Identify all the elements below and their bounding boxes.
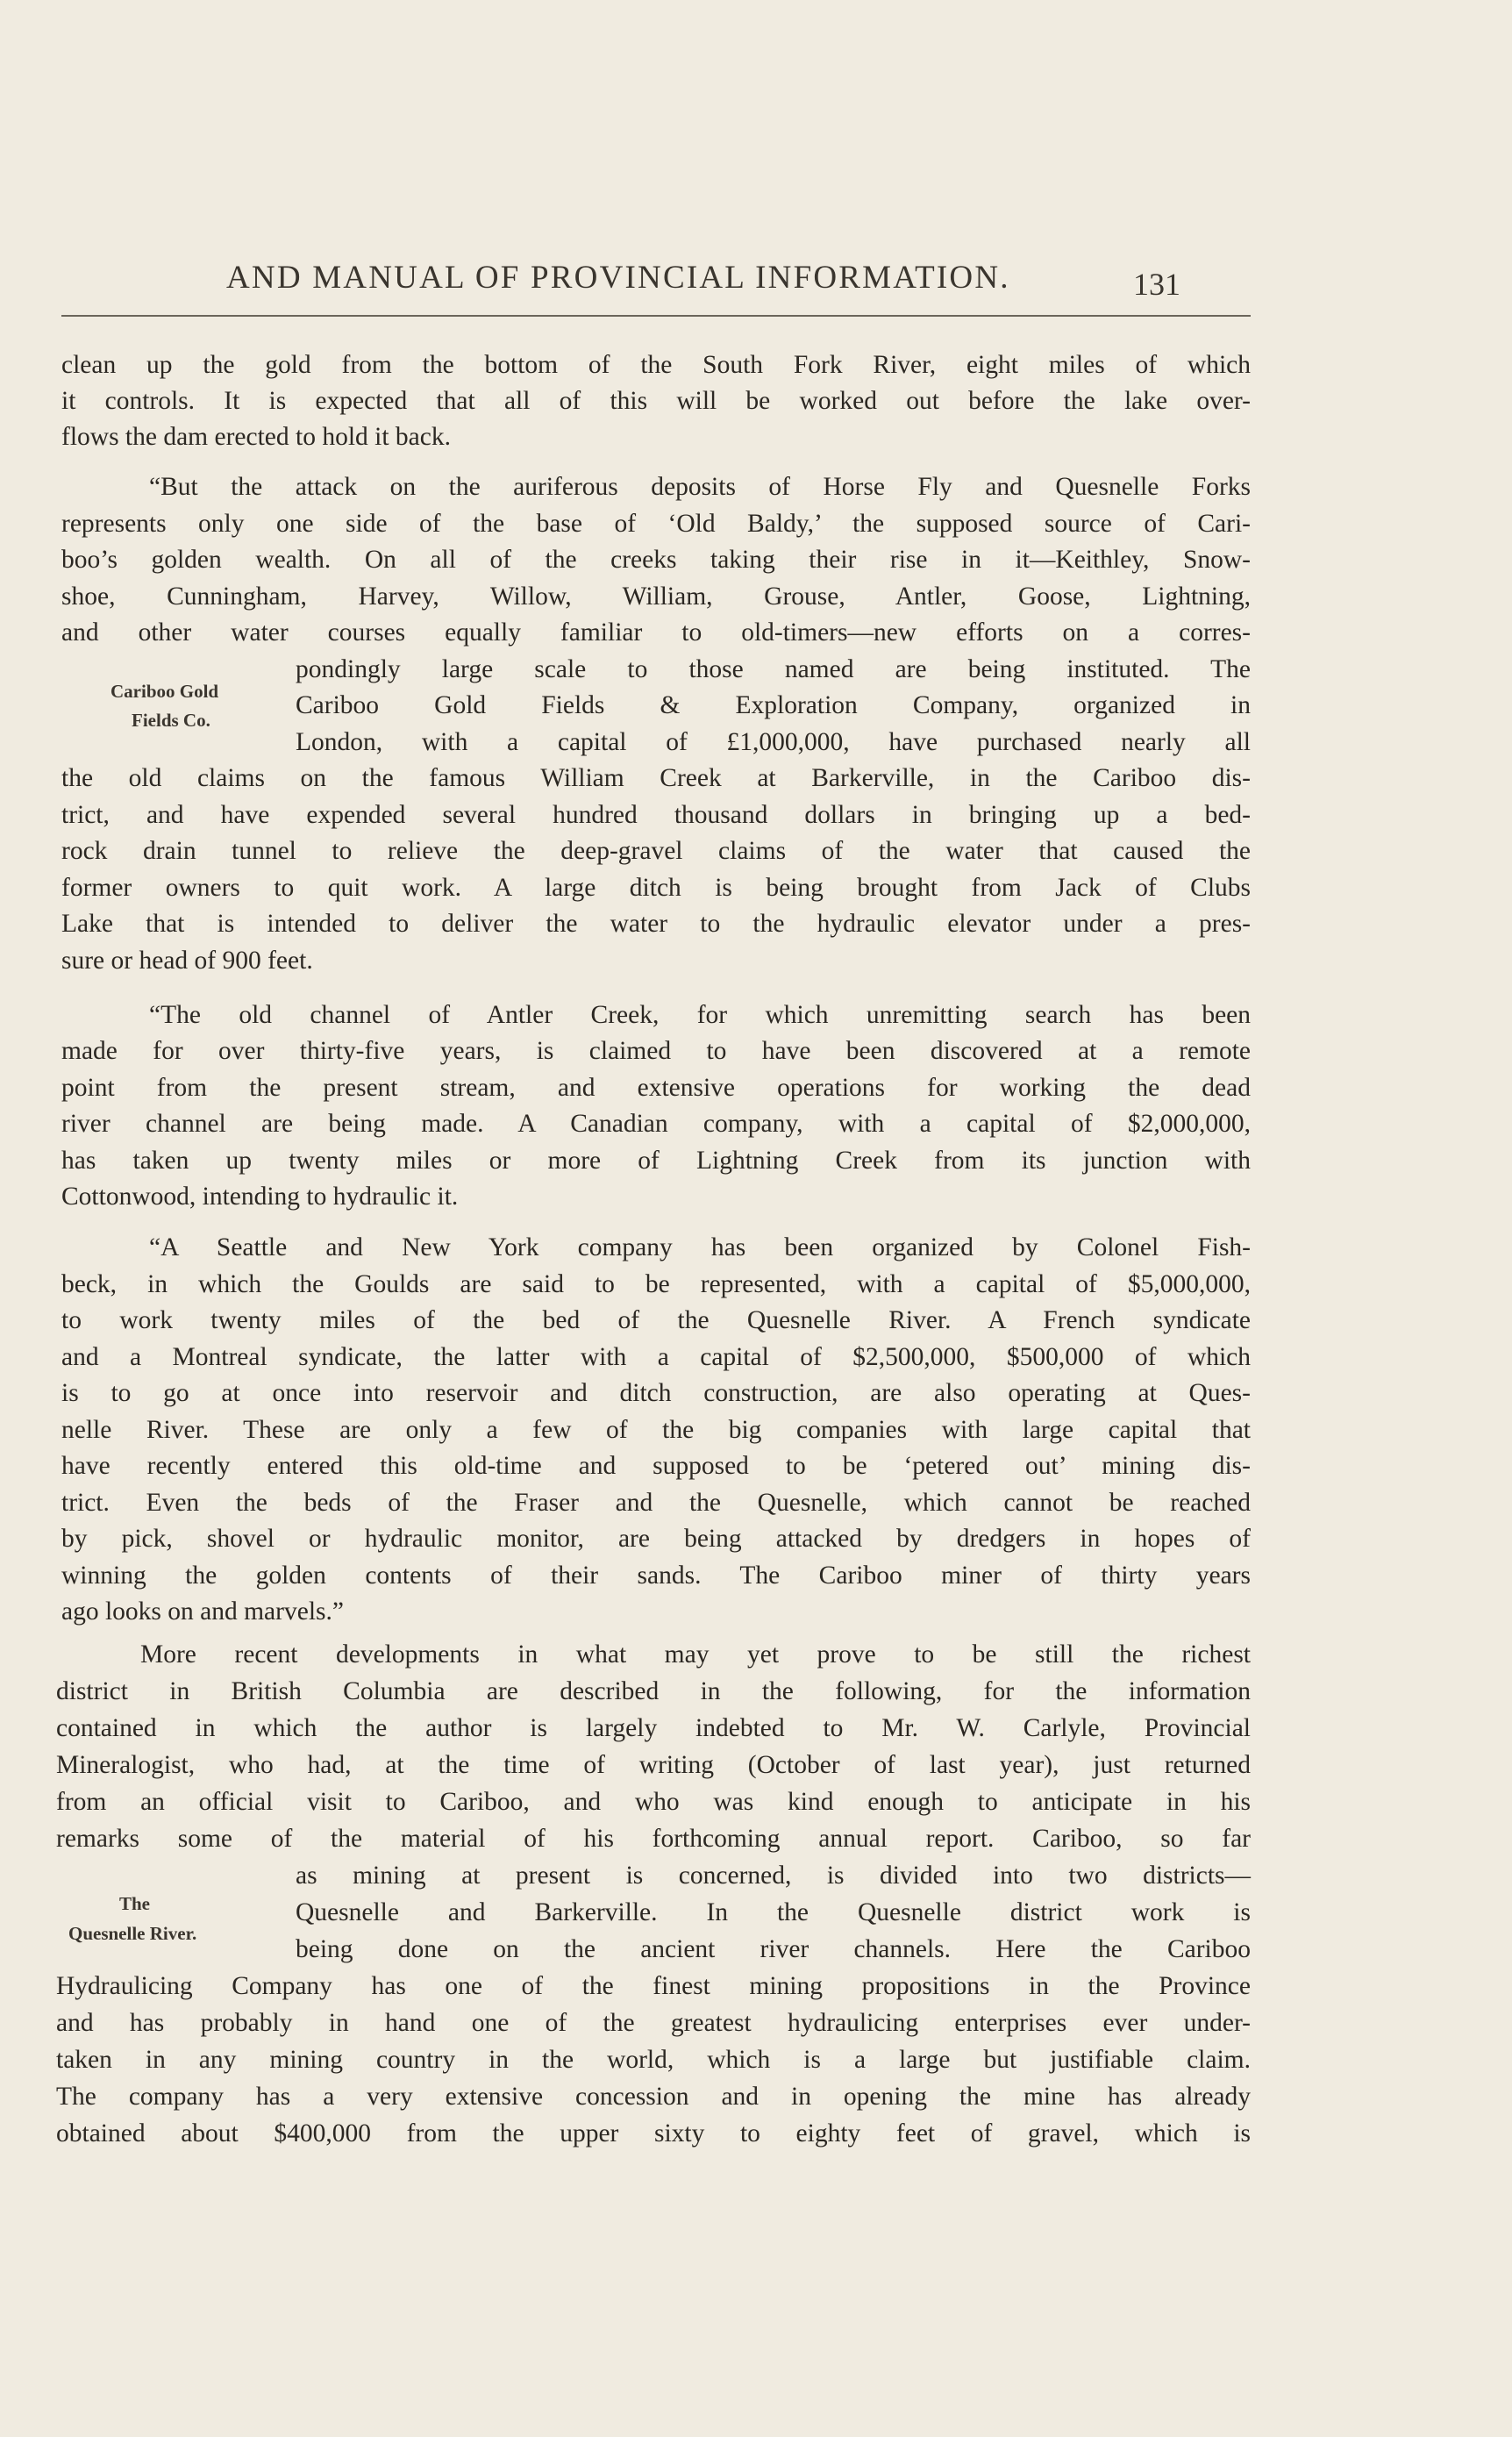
text-line: it controls. It is expected that all of this will be worked out before the lake over- [61,387,1251,415]
text-line: Hydraulicing Company has one of the finest mining propositions in the Province [56,1972,1251,2000]
text-line: winning the golden contents of their sands. The Cariboo miner of thirty years [61,1562,1251,1590]
text-line: to work twenty miles of the bed of the Quesnelle River. A French syndicate [61,1306,1251,1334]
margin-note-quesnelle-river-line2: Quesnelle River. [68,1923,197,1944]
text-line: nelle River. These are only a few of the big companies with large capital that [61,1416,1251,1444]
text-line: district in British Columbia are described in the following, for the information [56,1677,1251,1705]
text-line: remarks some of the material of his forthcoming annual report. Cariboo, so far [56,1825,1251,1853]
text-line: by pick, shovel or hydraulic monitor, are being attacked by dredgers in hopes of [61,1525,1251,1553]
text-line: the old claims on the famous William Creek at Barkerville, in the Cariboo dis- [61,764,1251,792]
margin-note-quesnelle-river: The [119,1893,151,1914]
text-line: beck, in which the Goulds are said to be represented, with a capital of $5,000,000, [61,1270,1251,1298]
text-line: made for over thirty-five years, is claimed to have been discovered at a remote [61,1037,1251,1065]
text-line: being done on the ancient river channels. Here the Cariboo [296,1935,1251,1963]
text-line: ago looks on and marvels.” [61,1597,344,1626]
paragraph-start-line: “A Seattle and New York company has been organized by Colonel Fish- [149,1233,1251,1261]
text-line: The company has a very extensive concession and in opening the mine has already [56,2083,1251,2111]
text-line: point from the present stream, and extensive operations for working the dead [61,1074,1251,1102]
text-line: from an official visit to Cariboo, and who was kind enough to anticipate in his [56,1788,1251,1816]
text-line: river channel are being made. A Canadian company, with a capital of $2,000,000, [61,1110,1251,1138]
text-line: represents only one side of the base of ‘Old Baldy,’ the supposed source of Cari- [61,510,1251,538]
text-line: pondingly large scale to those named are being instituted. The [296,655,1251,683]
margin-note-cariboo-gold-fields-line2: Fields Co. [132,710,210,731]
paragraph-start-line: More recent developments in what may yet prove to be still the richest [140,1640,1251,1669]
text-line: and has probably in hand one of the greatest hydraulicing enterprises ever under- [56,2009,1251,2037]
text-line: is to go at once into reservoir and ditch construction, are also operating at Ques- [61,1379,1251,1407]
text-line: as mining at present is concerned, is divided into two districts— [296,1862,1251,1890]
page-number: 131 [1133,267,1180,302]
text-line: taken in any mining country in the world, which is a large but justifiable claim. [56,2046,1251,2074]
text-line: clean up the gold from the bottom of the South Fork River, eight miles of which [61,351,1251,379]
text-line: contained in which the author is largely indebted to Mr. W. Carlyle, Provincial [56,1714,1251,1742]
running-title: AND MANUAL OF PROVINCIAL INFORMATION. [226,260,1010,296]
text-line: Cariboo Gold Fields & Exploration Company, organized in [296,691,1251,719]
text-line: Cottonwood, intending to hydraulic it. [61,1183,459,1211]
text-line: and a Montreal syndicate, the latter with a capital of $2,500,000, $500,000 of which [61,1343,1251,1371]
margin-note-cariboo-gold-fields: Cariboo Gold [111,681,219,702]
text-line: flows the dam erected to hold it back. [61,423,451,451]
header-rule [61,315,1251,317]
text-line: sure or head of 900 feet. [61,947,313,975]
text-line: London, with a capital of £1,000,000, have purchased nearly all [296,728,1251,756]
text-line: former owners to quit work. A large ditch is being brought from Jack of Clubs [61,874,1251,902]
text-line: obtained about $400,000 from the upper sixty to eighty feet of gravel, which is [56,2119,1251,2148]
text-line: trict, and have expended several hundred thousand dollars in bringing up a bed- [61,801,1251,829]
text-line: shoe, Cunningham, Harvey, Willow, William, Grouse, Antler, Goose, Lightning, [61,582,1251,611]
text-line: rock drain tunnel to relieve the deep-gravel claims of the water that caused the [61,837,1251,865]
text-line: Lake that is intended to deliver the water to the hydraulic elevator under a pres- [61,910,1251,938]
text-line: and other water courses equally familiar to old-timers—new efforts on a corres- [61,618,1251,647]
text-line: Mineralogist, who had, at the time of writing (October of last year), just returned [56,1751,1251,1779]
text-line: trict. Even the beds of the Fraser and the Quesnelle, which cannot be reached [61,1489,1251,1517]
paragraph-start-line: “But the attack on the auriferous deposits of Horse Fly and Quesnelle Forks [149,473,1251,501]
text-line: has taken up twenty miles or more of Lightning Creek from its junction with [61,1147,1251,1175]
paragraph-start-line: “The old channel of Antler Creek, for which unremitting search has been [149,1001,1251,1029]
text-line: boo’s golden wealth. On all of the creeks taking their rise in it—Keithley, Snow- [61,546,1251,574]
text-line: have recently entered this old-time and supposed to be ‘petered out’ mining dis- [61,1452,1251,1480]
text-line: Quesnelle and Barkerville. In the Quesnelle district work is [296,1898,1251,1926]
